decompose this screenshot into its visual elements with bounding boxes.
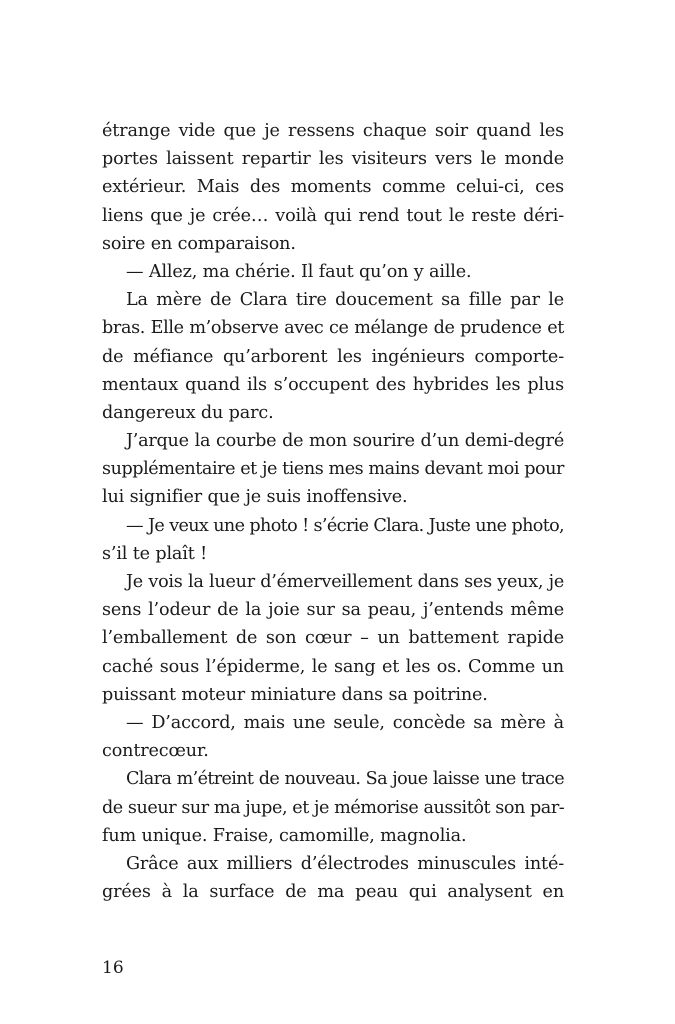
text-line: Grâce aux milliers d’électrodes minuscules inté- xyxy=(126,853,564,874)
body-text xyxy=(102,117,564,906)
text-line: sens l’odeur de la joie sur sa peau, j’entends même xyxy=(102,600,564,621)
text-line: supplémentaire et je tiens mes mains devant moi pour xyxy=(102,459,564,480)
text-line: bras. Elle m’observe avec ce mélange de prudence et xyxy=(102,318,564,339)
text-line: grées à la surface de ma peau qui analysent en xyxy=(102,882,564,903)
text-line: — Allez, ma chérie. Il faut qu’on y aille. xyxy=(126,261,472,282)
text-line: La mère de Clara tire doucement sa fille par le xyxy=(126,290,564,311)
text-line: soire en comparaison. xyxy=(102,233,296,254)
text-line: Clara m’étreint de nouveau. Sa joue laisse une trace xyxy=(126,769,564,790)
text-line: J’arque la courbe de mon sourire d’un demi-degré xyxy=(126,431,564,452)
text-line: étrange vide que je ressens chaque soir quand les xyxy=(102,121,564,141)
text-line: s’il te plaît ! xyxy=(102,543,208,564)
page-number: 16 xyxy=(102,958,124,978)
text-line: extérieur. Mais des moments comme celui-ci, ces xyxy=(102,177,564,198)
text-line: de méfiance qu’arborent les ingénieurs comporte- xyxy=(102,346,564,367)
text-line: fum unique. Fraise, camomille, magnolia. xyxy=(102,825,467,846)
text-line: de sueur sur ma jupe, et je mémorise aussitôt son par- xyxy=(102,797,565,818)
text-line: mentaux quand ils s’occupent des hybrides les plus xyxy=(102,374,564,395)
text-line: puissant moteur miniature dans sa poitrine. xyxy=(102,684,488,705)
text-line: dangereux du parc. xyxy=(102,402,274,423)
text-line: Je vois la lueur d’émerveillement dans ses yeux, je xyxy=(126,572,564,592)
text-line: l’emballement de son cœur – un battement rapide xyxy=(102,628,564,649)
text-line: — D’accord, mais une seule, concède sa mère à xyxy=(126,712,564,733)
text-line: liens que je crée… voilà qui rend tout le reste déri- xyxy=(102,205,564,226)
text-line: portes laissent repartir les visiteurs vers le monde xyxy=(102,149,564,170)
text-line: lui signifier que je suis inoffensive. xyxy=(102,487,408,508)
text-line: contrecœur. xyxy=(102,741,209,762)
text-line: caché sous l’épiderme, le sang et les os. Comme un xyxy=(102,656,564,677)
text-line: — Je veux une photo ! s’écrie Clara. Juste une photo, xyxy=(126,515,564,536)
